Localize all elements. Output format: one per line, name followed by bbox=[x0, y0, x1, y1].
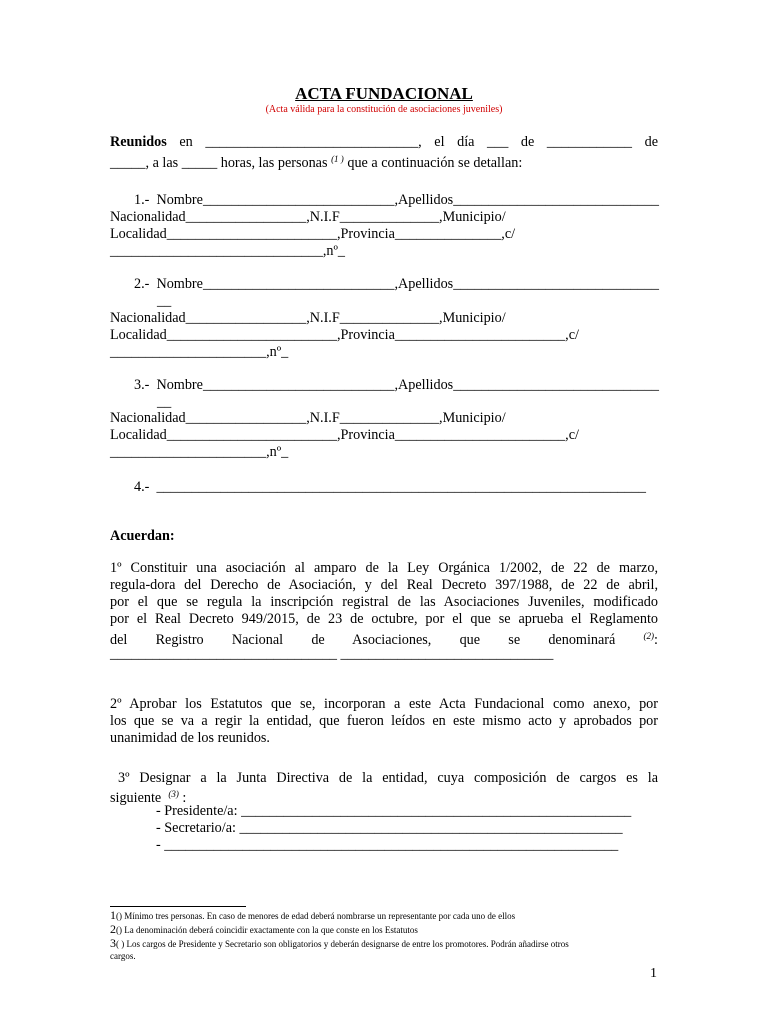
footnote-ref-2: (2) bbox=[643, 631, 655, 641]
footnote-ref-3: (3) bbox=[168, 789, 179, 799]
presidente-line: - Presidente/a: _______________________________________________________ bbox=[156, 803, 632, 819]
footnote-1-number: 1 bbox=[110, 908, 116, 922]
agreement-2-line-2: los que se va a regir la entidad, que fueron leídos en este mismo acto y aprobados por bbox=[110, 713, 658, 729]
intro-line-1 bbox=[110, 134, 658, 151]
agreement-3-line2b: : bbox=[178, 790, 187, 806]
intro-line2b: que a continuación se detallan: bbox=[343, 155, 523, 171]
agreement-1-line-2: regula-dora del Derecho de Asociación, y del Real Decreto 397/1988, de 22 de abril, bbox=[110, 577, 658, 593]
footnote-ref-1: (1 ) bbox=[331, 154, 344, 164]
agreement-3-line-1: 3º Designar a la Junta Directiva de la entidad, cuya composición de cargos es la bbox=[118, 770, 658, 786]
agreement-1-name-blank: ________________________________ ______________________________ bbox=[110, 646, 554, 662]
person-2-nationality-line: Nacionalidad_________________,N.I.F______________,Municipio/ bbox=[110, 310, 506, 326]
otro-cargo-line: - ________________________________________________________________ bbox=[156, 837, 619, 853]
person-2-name-line: 2.- Nombre___________________________,Apellidos_____________________________ bbox=[134, 276, 659, 292]
document-title: ACTA FUNDACIONAL bbox=[295, 84, 473, 103]
person-2-number-line: ______________________,nº_ bbox=[110, 344, 289, 360]
person-2-locality-line: Localidad________________________,Provincia________________________,c/ bbox=[110, 327, 579, 343]
person-3-nationality-line: Nacionalidad_________________,N.I.F______________,Municipio/ bbox=[110, 410, 506, 426]
agreement-1-line-3: por el que se regula la inscripción registral de las Asociaciones Juveniles, modificado bbox=[110, 594, 658, 610]
intro-line2a: _____, a las _____ horas, las personas bbox=[110, 155, 332, 171]
footnote-3 bbox=[110, 938, 569, 950]
agreement-2-line-1: 2º Aprobar los Estatutos que se, incorporan a este Acta Fundacional como anexo, por bbox=[110, 696, 658, 712]
acuerdan-heading: Acuerdan: bbox=[110, 528, 175, 544]
person-1-name-line: 1.- Nombre___________________________,Apellidos_____________________________ bbox=[134, 192, 659, 208]
agreement-1-line5-ref bbox=[644, 632, 658, 648]
agreement-1-line-4: por el Real Decreto 949/2015, de 23 de octubre, por el que se aprueba el Reglamento bbox=[110, 611, 658, 627]
agreement-2-line-3: unanimidad de los reunidos. bbox=[110, 730, 270, 746]
footnote-1 bbox=[110, 910, 515, 922]
person-3-number-line: ______________________,nº_ bbox=[110, 444, 289, 460]
intro-line-2 bbox=[110, 151, 522, 172]
footnote-1-text: () Mínimo tres personas. En caso de menores de edad deberá nombrarse un representante por cada uno de ellos bbox=[116, 911, 516, 921]
footnote-2-text: () La denominación deberá coincidir exactamente con la que conste en los Estatutos bbox=[116, 925, 418, 935]
person-2-name-overflow: __ bbox=[157, 293, 172, 309]
person-1-locality-line: Localidad________________________,Provincia_______________,c/ bbox=[110, 226, 516, 242]
person-1-number-line: ______________________________,nº_ bbox=[110, 243, 345, 259]
secretario-line: - Secretario/a: ______________________________________________________ bbox=[156, 820, 623, 836]
agreement-1-line-1: 1º Constituir una asociación al amparo de la Ley Orgánica 1/2002, de 22 de marzo, bbox=[110, 560, 658, 576]
footnote-3-continuation: cargos. bbox=[110, 951, 136, 961]
agreement-1-line5-end: : bbox=[654, 632, 658, 648]
footnote-separator bbox=[110, 906, 246, 907]
agreement-3-line2a: siguiente bbox=[110, 790, 169, 806]
footnote-2 bbox=[110, 924, 418, 936]
intro-line1-rest: en ______________________________, el día ___ de ____________ de bbox=[179, 134, 658, 150]
document-subtitle: (Acta válida para la constitución de asociaciones juveniles) bbox=[265, 104, 503, 115]
footnote-3-text: ( ) Los cargos de Presidente y Secretario son obligatorios y deberán designarse de entre los promotores. Podrán añadirse otros bbox=[116, 939, 569, 949]
footnote-3-number: 3 bbox=[110, 936, 116, 950]
footnote-2-number: 2 bbox=[110, 922, 116, 936]
person-3-locality-line: Localidad________________________,Provincia________________________,c/ bbox=[110, 427, 579, 443]
agreement-1-line5-text: del Registro Nacional de Asociaciones, que se denominará bbox=[110, 632, 616, 648]
person-3-name-line: 3.- Nombre___________________________,Apellidos_____________________________ bbox=[134, 377, 659, 393]
intro-bold: Reunidos bbox=[110, 134, 167, 150]
person-1-nationality-line: Nacionalidad_________________,N.I.F______________,Municipio/ bbox=[110, 209, 506, 225]
person-4-line: 4.- _____________________________________________________________________ bbox=[134, 479, 646, 495]
page-number: 1 bbox=[650, 966, 657, 981]
person-3-name-overflow: __ bbox=[157, 394, 172, 410]
